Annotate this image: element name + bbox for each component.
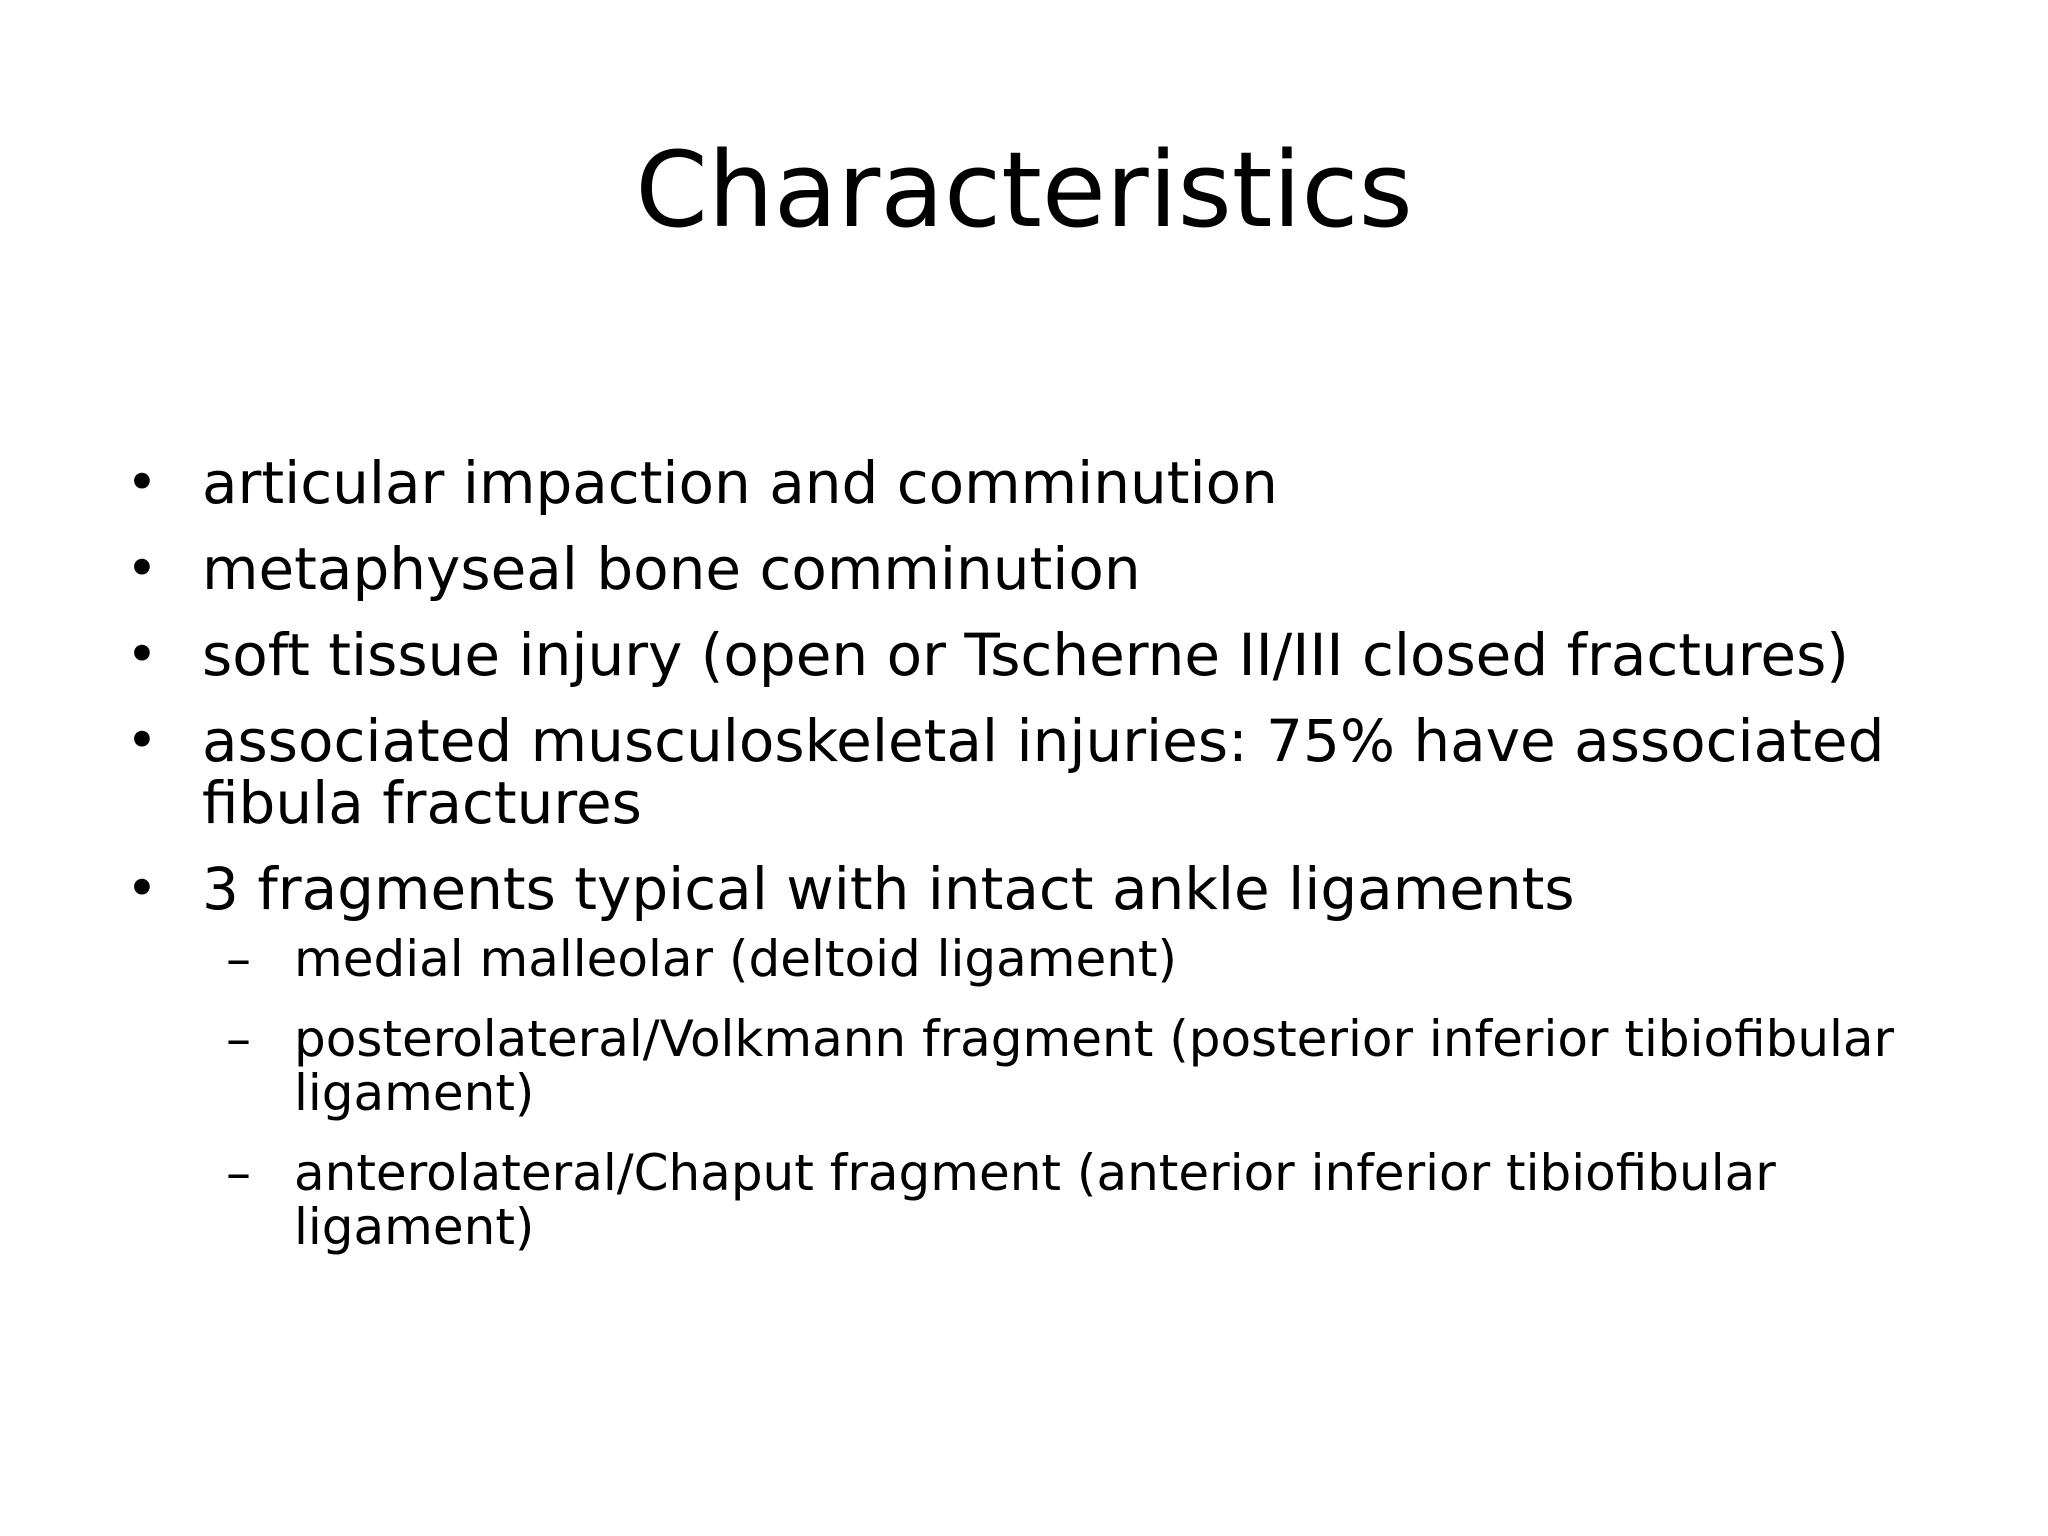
bullet-item [120, 707, 1920, 837]
sub-bullet-text: posterolateral/Volkmann fragment (posterior inferior tibiofibular ligament) [294, 1010, 1895, 1122]
bullet-icon: • [126, 537, 158, 600]
bullet-item [120, 449, 1920, 517]
bullet-item [120, 621, 1920, 689]
bullet-text: 3 fragments typical with intact ankle ligaments [202, 855, 1575, 923]
bullet-text: associated musculoskeletal injuries: 75% have associated fibula fractures [202, 707, 1885, 837]
sub-bullet-item [202, 932, 1920, 986]
bullet-text: articular impaction and comminution [202, 449, 1278, 517]
bullet-text: soft tissue injury (open or Tscherne II/III closed fractures) [202, 621, 1849, 689]
sub-bullet-text: anterolateral/Chaput fragment (anterior inferior tibiofibular ligament) [294, 1144, 1776, 1256]
slide-title: Characteristics [635, 129, 1413, 251]
sub-bullet-list [202, 932, 1920, 1254]
dash-icon: – [226, 930, 251, 988]
bullet-text: metaphyseal bone comminution [202, 535, 1141, 603]
bullet-item [120, 855, 1920, 1256]
bullet-icon: • [126, 709, 158, 772]
sub-bullet-item [202, 1012, 1920, 1120]
bullet-icon: • [126, 451, 158, 514]
dash-icon: – [226, 1144, 251, 1202]
dash-icon: – [226, 1010, 251, 1068]
sub-bullet-text: medial malleolar (deltoid ligament) [294, 930, 1178, 988]
sub-bullet-item [202, 1146, 1920, 1254]
bullet-icon: • [126, 623, 158, 686]
bullet-icon: • [126, 857, 158, 920]
bullet-list [120, 449, 1920, 1280]
bullet-item [120, 535, 1920, 603]
